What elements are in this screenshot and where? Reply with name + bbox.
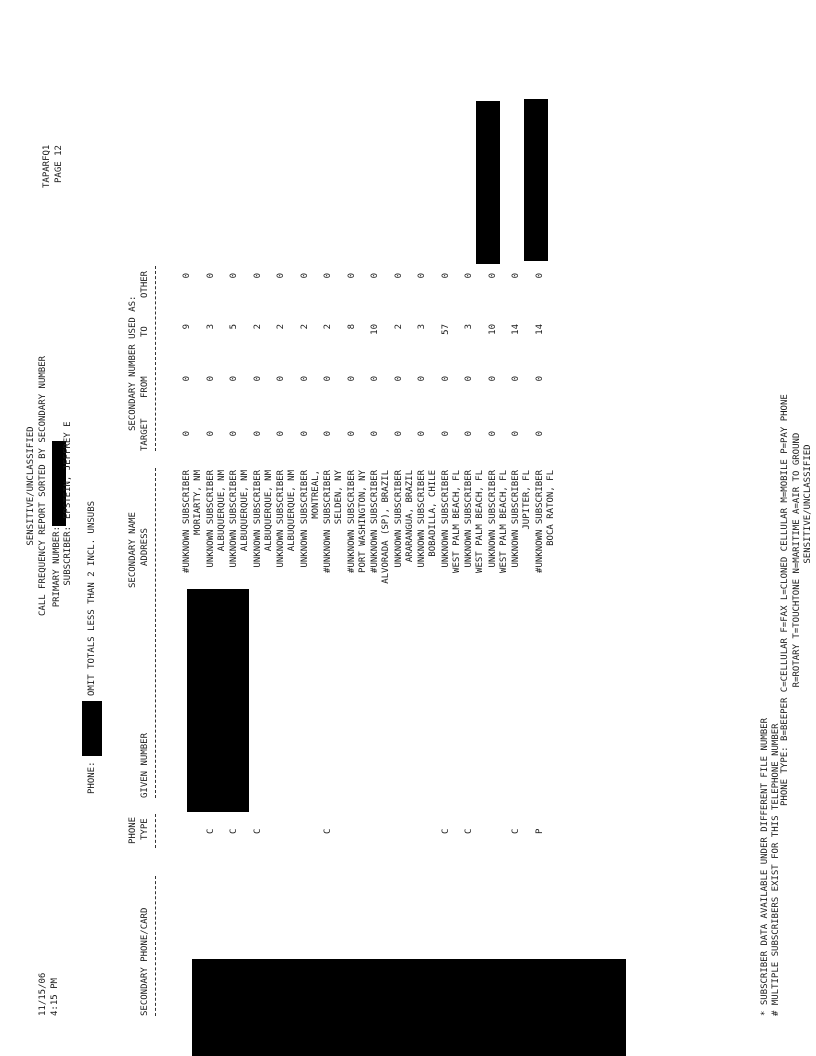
- classification-bottom: SENSITIVE/UNCLASSIFIED: [803, 444, 813, 564]
- to-cell: 2: [323, 324, 333, 330]
- address-cell: ALBUQUERQUE, NM: [240, 470, 250, 552]
- to-cell: 14: [535, 324, 545, 335]
- from-cell: 0: [300, 376, 310, 382]
- from-cell: 0: [488, 376, 498, 382]
- from-cell: 0: [535, 376, 545, 382]
- col-phone-type-1: PHONE: [128, 816, 138, 844]
- secondary-name-cell: UNKNOWN SUBSCRIBER: [300, 470, 310, 568]
- phone-type-cell: C: [323, 828, 333, 834]
- other-cell: 0: [182, 273, 192, 279]
- rule-used-as: [155, 266, 156, 451]
- phone-type-cell: C: [206, 828, 216, 834]
- subscriber-value: EPSTEIN, JEFFREY E: [63, 421, 73, 519]
- phone-type-cell: P: [535, 828, 545, 834]
- other-cell: 0: [464, 273, 474, 279]
- address-cell: JUPITER, FL: [522, 470, 532, 530]
- target-cell: 0: [206, 431, 216, 437]
- target-cell: 0: [535, 431, 545, 437]
- col-given-number: GIVEN NUMBER: [140, 732, 150, 798]
- target-cell: 0: [370, 431, 380, 437]
- address-cell: WEST PALM BEACH, FL: [499, 470, 509, 573]
- phone-type-legend-1: PHONE TYPE: B=BEEPER C=CELLULAR F=FAX L=CLONED CELLULAR M=MOBILE P=PAY PHONE: [780, 394, 790, 806]
- from-cell: 0: [347, 376, 357, 382]
- address-cell: WEST PALM BEACH, FL: [452, 470, 462, 573]
- secondary-name-cell: UNKNOWN SUBSCRIBER: [206, 470, 216, 568]
- to-cell: 3: [206, 324, 216, 330]
- phone-type-cell: C: [253, 828, 263, 834]
- to-cell: 10: [370, 324, 380, 335]
- omit-note: OMIT TOTALS LESS THAN 2 INCL. UNSUBS: [87, 500, 97, 696]
- address-cell: PORT WASHINGTON, NY: [358, 470, 368, 573]
- secondary-name-cell: UNKNOWN SUBSCRIBER: [276, 470, 286, 568]
- rule-secondary-phone: [155, 876, 156, 1016]
- from-cell: 0: [417, 376, 427, 382]
- rule-given-number: [155, 468, 156, 798]
- phone-type-cell: C: [441, 828, 451, 834]
- secondary-name-cell: #UNKNOWN SUBSCRIBER: [370, 470, 380, 573]
- other-cell: 0: [323, 273, 333, 279]
- from-cell: 0: [323, 376, 333, 382]
- other-cell: 0: [535, 273, 545, 279]
- col-secondary-name: SECONDARY NAME: [128, 512, 138, 588]
- phone-label: PHONE:: [87, 761, 97, 794]
- rule-phone-type: [155, 814, 156, 848]
- target-cell: 0: [253, 431, 263, 437]
- primary-number-label: PRIMARY NUMBER:: [52, 526, 62, 608]
- address-cell: BOCA RATON, FL: [546, 470, 556, 546]
- given-number-redaction: [187, 589, 249, 812]
- other-cell: 0: [206, 273, 216, 279]
- other-cell: 0: [488, 273, 498, 279]
- target-cell: 0: [488, 431, 498, 437]
- to-cell: 5: [229, 324, 239, 330]
- target-cell: 0: [323, 431, 333, 437]
- secondary-name-cell: UNKNOWN SUBSCRIBER: [394, 470, 404, 568]
- to-cell: 2: [394, 324, 404, 330]
- secondary-name-cell: UNKNOWN SUBSCRIBER: [417, 470, 427, 568]
- col-secondary-phone: SECONDARY PHONE/CARD: [140, 907, 150, 1016]
- other-cell: 0: [370, 273, 380, 279]
- report-date: 11/15/06: [38, 972, 48, 1016]
- right-redaction-1: [476, 101, 500, 264]
- other-cell: 0: [394, 273, 404, 279]
- target-cell: 0: [347, 431, 357, 437]
- col-other: OTHER: [140, 270, 150, 298]
- report-id: TAPARFQ1: [42, 144, 52, 188]
- to-cell: 3: [417, 324, 427, 330]
- target-cell: 0: [394, 431, 404, 437]
- other-cell: 0: [417, 273, 427, 279]
- other-cell: 0: [229, 273, 239, 279]
- footnote-asterisk: * SUBSCRIBER DATA AVAILABLE UNDER DIFFERENT FILE NUMBER: [760, 717, 770, 1016]
- to-cell: 2: [300, 324, 310, 330]
- report-title: CALL FREQUENCY REPORT SORTED BY SECONDARY NUMBER: [38, 355, 48, 617]
- target-cell: 0: [441, 431, 451, 437]
- subscriber-label: SUBSCRIBER:: [63, 526, 73, 586]
- classification-top: SENSITIVE/UNCLASSIFIED: [26, 426, 36, 546]
- address-cell: ARARANGUA, BRAZIL: [405, 470, 415, 563]
- col-phone-type-2: TYPE: [140, 818, 150, 840]
- other-cell: 0: [347, 273, 357, 279]
- from-cell: 0: [206, 376, 216, 382]
- secondary-name-cell: #UNKNOWN SUBSCRIBER: [347, 470, 357, 573]
- other-cell: 0: [441, 273, 451, 279]
- target-cell: 0: [464, 431, 474, 437]
- secondary-name-cell: UNKNOWN SUBSCRIBER: [464, 470, 474, 568]
- target-cell: 0: [229, 431, 239, 437]
- address-cell: MORIARTY, NM: [193, 470, 203, 536]
- to-cell: 2: [253, 324, 263, 330]
- other-cell: 0: [253, 273, 263, 279]
- footnote-hash: # MULTIPLE SUBSCRIBERS EXIST FOR THIS TELEPHONE NUMBER: [771, 723, 781, 1016]
- phone-type-cell: C: [511, 828, 521, 834]
- to-cell: 2: [276, 324, 286, 330]
- col-to: TO: [140, 326, 150, 337]
- phone-type-cell: C: [229, 828, 239, 834]
- phone-type-cell: C: [464, 828, 474, 834]
- secondary-name-cell: UNKNOWN SUBSCRIBER: [441, 470, 451, 568]
- address-cell: MONTREAL,: [311, 470, 321, 519]
- other-cell: 0: [511, 273, 521, 279]
- from-cell: 0: [276, 376, 286, 382]
- secondary-name-cell: UNKNOWN SUBSCRIBER: [253, 470, 263, 568]
- address-cell: ALBUQUERQUE, NM: [217, 470, 227, 552]
- address-cell: ALBUQUERQUE, NM: [287, 470, 297, 552]
- target-cell: 0: [182, 431, 192, 437]
- other-cell: 0: [300, 273, 310, 279]
- col-address: ADDRESS: [140, 528, 150, 566]
- from-cell: 0: [441, 376, 451, 382]
- col-used-as: SECONDARY NUMBER USED AS:: [128, 295, 138, 431]
- address-cell: BOBADILLA, CHILE: [428, 470, 438, 557]
- address-cell: SELDEN, NY: [334, 470, 344, 525]
- from-cell: 0: [253, 376, 263, 382]
- secondary-name-cell: #UNKNOWN SUBSCRIBER: [182, 470, 192, 573]
- to-cell: 57: [441, 324, 451, 335]
- secondary-name-cell: #UNKNOWN SUBSCRIBER: [535, 470, 545, 573]
- to-cell: 14: [511, 324, 521, 335]
- report-time: 4:15 PM: [50, 978, 60, 1016]
- secondary-name-cell: #UNKNOWN SUBSCRIBER: [323, 470, 333, 573]
- secondary-name-cell: UNKNOWN SUBSCRIBER: [511, 470, 521, 568]
- col-from: FROM: [140, 376, 150, 398]
- target-cell: 0: [276, 431, 286, 437]
- address-cell: ALVORADA (SP), BRAZIL: [381, 470, 391, 584]
- from-cell: 0: [370, 376, 380, 382]
- to-cell: 8: [347, 324, 357, 330]
- address-cell: WEST PALM BEACH, FL: [475, 470, 485, 573]
- from-cell: 0: [229, 376, 239, 382]
- to-cell: 9: [182, 324, 192, 330]
- col-target: TARGET: [140, 418, 150, 451]
- from-cell: 0: [394, 376, 404, 382]
- from-cell: 0: [182, 376, 192, 382]
- secondary-phone-redaction: [192, 959, 626, 1056]
- target-cell: 0: [300, 431, 310, 437]
- address-cell: ALBUQUERQUE, NM: [264, 470, 274, 552]
- target-cell: 0: [511, 431, 521, 437]
- to-cell: 10: [488, 324, 498, 335]
- secondary-name-cell: UNKNOWN SUBSCRIBER: [488, 470, 498, 568]
- from-cell: 0: [511, 376, 521, 382]
- target-cell: 0: [417, 431, 427, 437]
- right-redaction-2: [524, 99, 548, 261]
- other-cell: 0: [276, 273, 286, 279]
- secondary-name-cell: UNKNOWN SUBSCRIBER: [229, 470, 239, 568]
- from-cell: 0: [464, 376, 474, 382]
- phone-redaction: [82, 701, 102, 756]
- page-number: PAGE 12: [54, 145, 64, 183]
- phone-type-legend-2: R=ROTARY T=TOUCHTONE N=MARITIME A=AIR TO GROUND: [792, 432, 802, 688]
- to-cell: 3: [464, 324, 474, 330]
